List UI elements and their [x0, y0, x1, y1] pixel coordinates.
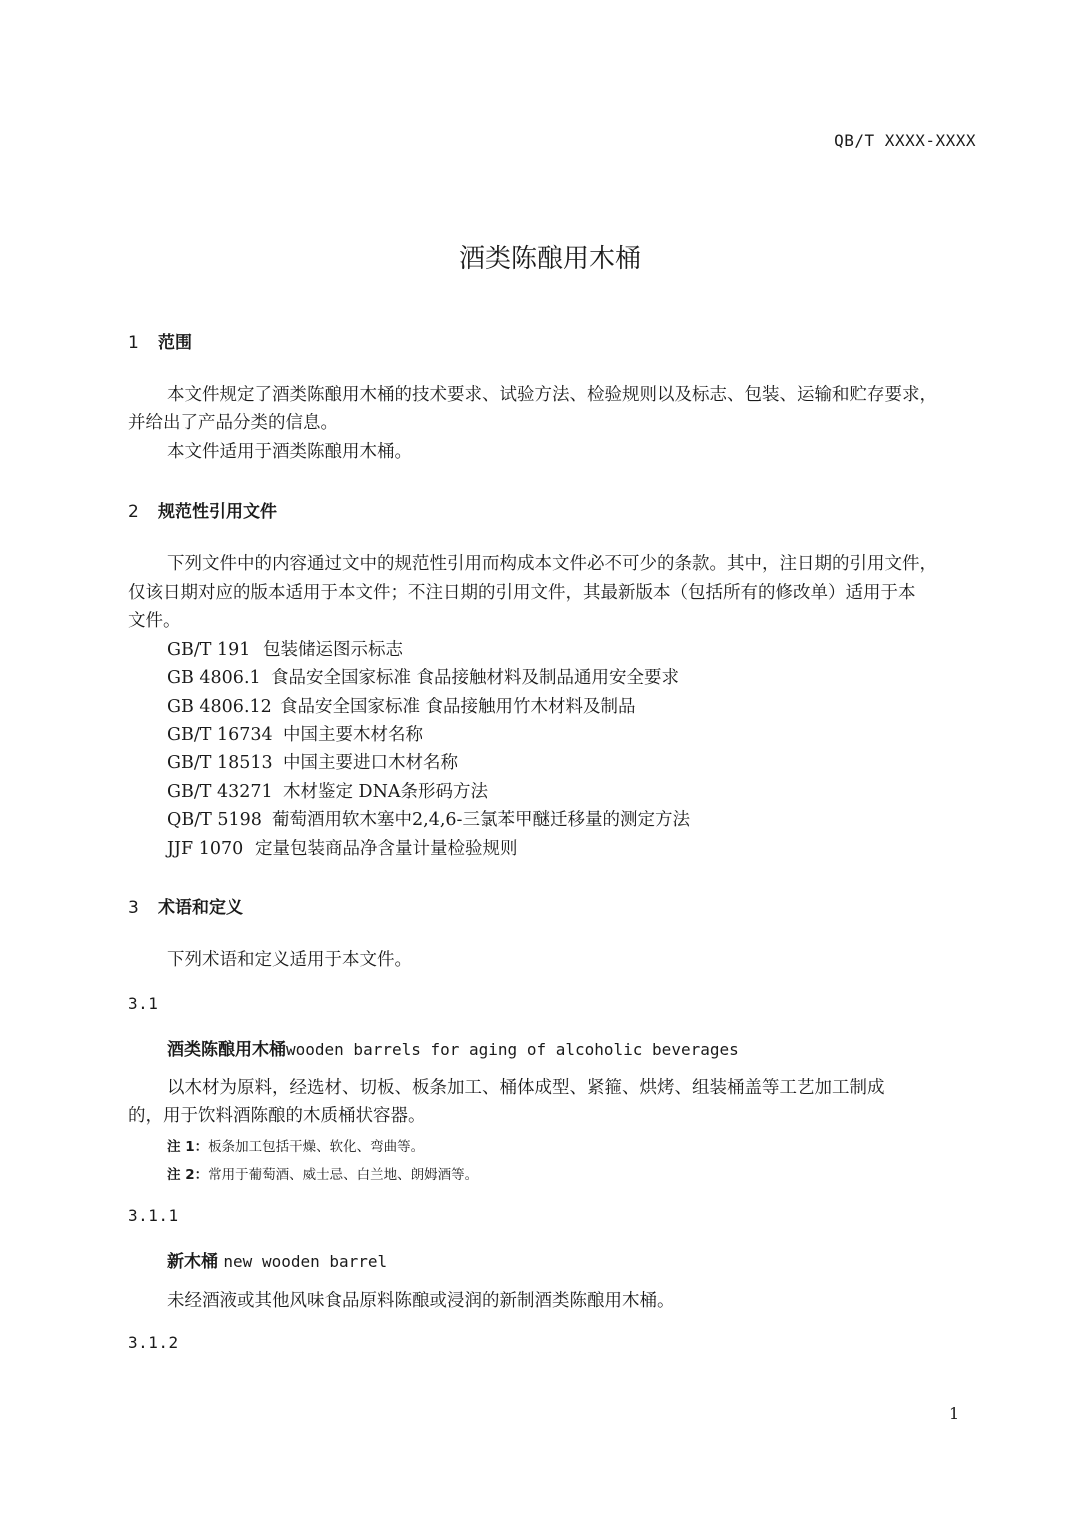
page-number: 1 [949, 1404, 960, 1423]
note-text: 常用于葡萄酒、威士忌、白兰地、朗姆酒等。 [208, 1167, 479, 1183]
reference-code: GB/T 16734 [167, 725, 273, 745]
section-number: 3 [128, 898, 139, 918]
reference-item [167, 721, 423, 746]
term-english: new wooden barrel [223, 1252, 388, 1271]
paragraph-line: 文件。 [128, 611, 181, 631]
definition-line: 的，用于饮料酒陈酿的木质桶状容器。 [128, 1106, 426, 1126]
section-heading-3 [128, 893, 243, 918]
note-1 [167, 1135, 424, 1155]
paragraph-line: 下列术语和定义适用于本文件。 [167, 950, 412, 970]
section-number: 2 [128, 502, 139, 522]
term-number: 3.1.2 [128, 1333, 179, 1352]
reference-item [167, 664, 679, 689]
note-2 [167, 1163, 478, 1183]
section-title: 术语和定义 [158, 898, 243, 918]
reference-title: 中国主要木材名称 [283, 725, 423, 745]
reference-title: 食品安全国家标准 食品接触材料及制品通用安全要求 [271, 668, 680, 688]
note-text: 板条加工包括干燥、软化、弯曲等。 [208, 1139, 425, 1155]
reference-code: GB/T 191 [167, 640, 251, 660]
term-chinese: 新木桶 [167, 1252, 218, 1272]
term-chinese: 酒类陈酿用木桶 [167, 1040, 286, 1060]
paragraph-line: 下列文件中的内容通过文中的规范性引用而构成本文件必不可少的条款。其中，注日期的引用文件， [167, 554, 937, 574]
reference-code: GB 4806.1 [167, 668, 261, 688]
reference-item [167, 636, 403, 661]
reference-code: GB/T 18513 [167, 753, 273, 773]
note-label: 注 2： [167, 1167, 209, 1183]
reference-item [167, 749, 458, 774]
definition-line: 未经酒液或其他风味食品原料陈酿或浸润的新制酒类陈酿用木桶。 [167, 1291, 675, 1311]
section-title: 范围 [158, 333, 192, 353]
section-number: 1 [128, 333, 139, 353]
note-label: 注 1： [167, 1139, 209, 1155]
reference-item [167, 806, 690, 831]
reference-code: JJF 1070 [167, 839, 244, 859]
reference-title: 中国主要进口木材名称 [283, 753, 458, 773]
section-heading-1 [128, 328, 192, 353]
section-title: 规范性引用文件 [158, 502, 277, 522]
standard-code: QB/T XXXX-XXXX [834, 131, 976, 150]
reference-title: 定量包装商品净含量计量检验规则 [255, 839, 518, 859]
reference-title: 木材鉴定 DNA条形码方法 [283, 782, 489, 802]
reference-item [167, 835, 518, 860]
reference-title: 包装储运图示标志 [263, 640, 403, 660]
reference-code: GB 4806.12 [167, 697, 272, 717]
term-number: 3.1 [128, 994, 159, 1013]
paragraph-line: 并给出了产品分类的信息。 [128, 413, 338, 433]
paragraph-line: 本文件规定了酒类陈酿用木桶的技术要求、试验方法、检验规则以及标志、包装、运输和贮存要求， [167, 385, 937, 405]
reference-code: GB/T 43271 [167, 782, 273, 802]
term-heading [167, 1247, 387, 1272]
term-number: 3.1.1 [128, 1206, 179, 1225]
reference-title: 食品安全国家标准 食品接触用竹木材料及制品 [280, 697, 636, 717]
reference-title: 葡萄酒用软木塞中2,4,6-三氯苯甲醚迁移量的测定方法 [272, 810, 690, 830]
reference-code: QB/T 5198 [167, 810, 262, 830]
term-heading [167, 1035, 739, 1060]
reference-item [167, 693, 636, 718]
document-title: 酒类陈酿用木桶 [458, 244, 641, 274]
section-heading-2 [128, 497, 277, 522]
paragraph-line: 仅该日期对应的版本适用于本文件；不注日期的引用文件，其最新版本（包括所有的修改单）适用于本 [128, 583, 916, 603]
reference-item [167, 778, 488, 803]
paragraph-line: 本文件适用于酒类陈酿用木桶。 [167, 442, 412, 462]
definition-line: 以木材为原料，经选材、切板、板条加工、桶体成型、紧箍、烘烤、组装桶盖等工艺加工制成 [167, 1078, 885, 1098]
term-english: wooden barrels for aging of alcoholic beverages [286, 1040, 739, 1059]
